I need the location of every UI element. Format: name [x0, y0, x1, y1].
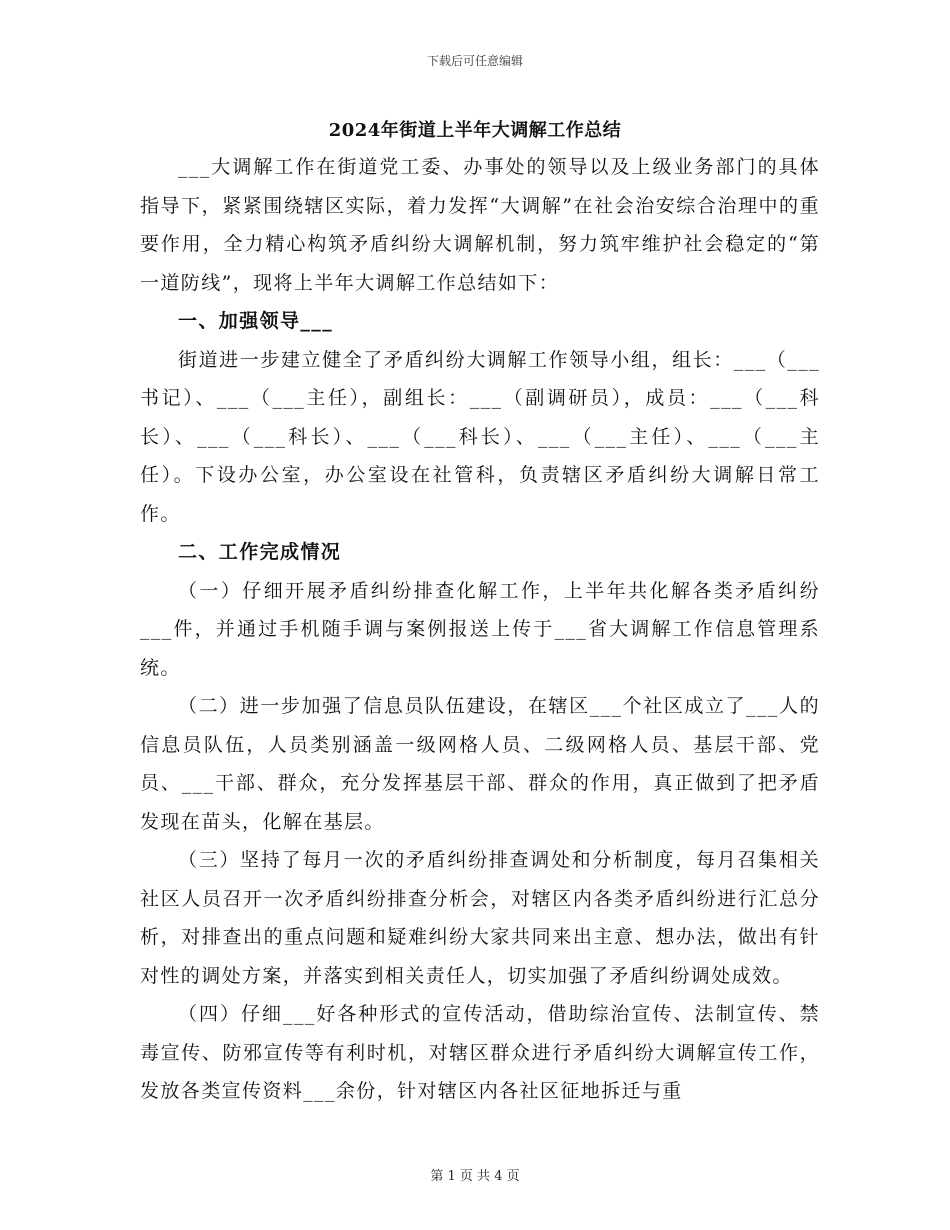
document-title: 2024年街道上半年大调解工作总结: [328, 120, 622, 141]
page-number-footer: 第 1 页 共 4 页: [430, 1169, 520, 1184]
section-heading-leadership: 一、加强领导___: [178, 310, 334, 332]
intro-paragraph: ___大调解工作在街道党工委、办事处的领导以及上级业务部门的具体指导下，紧紧围绕辖区实际，着力发挥“大调解”在社会治安综合治理中的重要作用，全力精心构筑矛盾纠纷大调解机制，努力筑牢维护社会稳定的“第一道防线”，现将上半年大调解工作总结如下：: [140, 156, 820, 294]
leadership-paragraph: 街道进一步建立健全了矛盾纠纷大调解工作领导小组，组长：___（___书记）、___（___主任），副组长：___（副调研员），成员：___（___科长）、___（___科长）、___（___科长）、___（___主任）、___（___主任）。下设办公室，办公室设在社管科，负责辖区矛盾纠纷大调解日常工作。: [140, 348, 820, 525]
work-item-4-paragraph: （四）仔细___好各种形式的宣传活动，借助综治宣传、法制宣传、禁毒宣传、防邪宣传等有利时机，对辖区群众进行矛盾纠纷大调解宣传工作，发放各类宣传资料___余份，针对辖区内各社区征地拆迁与重: [140, 1003, 820, 1102]
work-item-2-paragraph: （二）进一步加强了信息员队伍建设，在辖区___个社区成立了___人的信息员队伍，人员类别涵盖一级网格人员、二级网格人员、基层干部、党员、___干部、群众，充分发挥基层干部、群众的作用，真正做到了把矛盾发现在苗头，化解在基层。: [140, 695, 820, 833]
work-item-3-paragraph: （三）坚持了每月一次的矛盾纠纷排查调处和分析制度，每月召集相关社区人员召开一次矛盾纠纷排查分析会，对辖区内各类矛盾纠纷进行汇总分析，对排查出的重点问题和疑难纠纷大家共同来出主意、想办法，做出有针对性的调处方案，并落实到相关责任人，切实加强了矛盾纠纷调处成效。: [140, 849, 820, 987]
header-note: 下载后可任意编辑: [426, 54, 523, 68]
section-heading-work-status: 二、工作完成情况: [178, 541, 342, 563]
work-item-1-paragraph: （一）仔细开展矛盾纠纷排查化解工作，上半年共化解各类矛盾纠纷___件，并通过手机随手调与案例报送上传于___省大调解工作信息管理系统。: [140, 579, 820, 679]
document-body: [140, 148, 820, 1111]
